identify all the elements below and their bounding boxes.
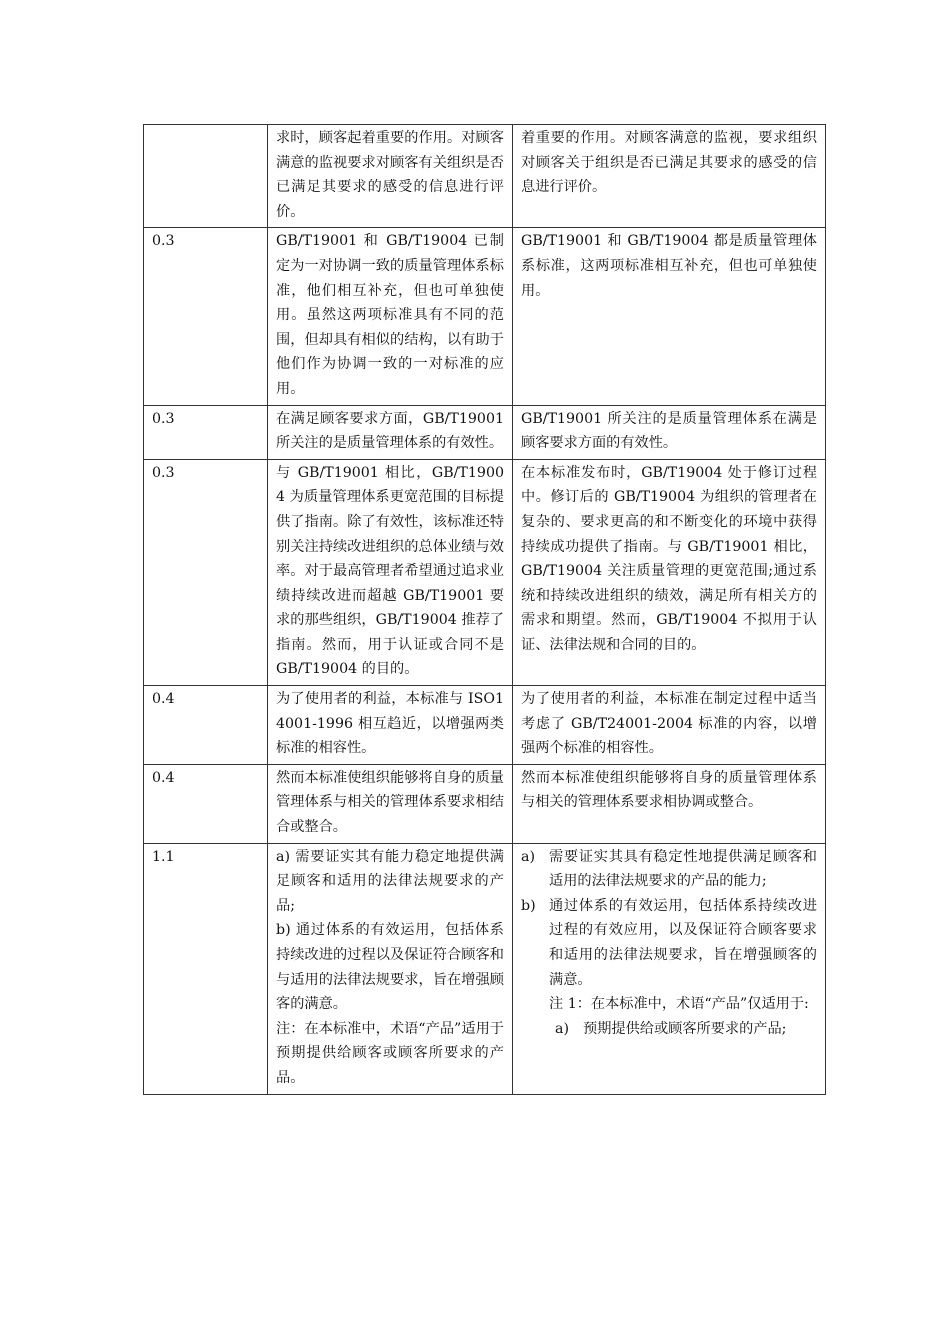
new-item-a xyxy=(521,845,817,894)
old-text: GB/T19001 和 GB/T19004 已制定为一对协调一致的质量管理体系标准，他们相互补充，但也可单独使用。虽然这两项标准具有不同的范围，但却具有相似的结构，以有助于他们作为协调一致的一对标准的应用。 xyxy=(268,228,513,405)
section-number: 1.1 xyxy=(144,843,268,1094)
list-text: 需要证实其具有稳定性地提供满足顾客和适用的法律法规要求的产品的能力; xyxy=(549,848,817,890)
old-item-a: a) 需要证实其有能力稳定地提供满足顾客和适用的法律法规要求的产品; xyxy=(276,848,504,914)
new-text: 在本标准发布时，GB/T19004 处于修订过程中。修订后的 GB/T19004 为组织的管理者在复杂的、要求更高的和不断变化的环境中获得持续成功提供了指南。与 GB/T19001 相比，GB/T19004 关注质量管理的更宽范围;通过系统和持续改进组织的绩效，满足所有相关方的需求和期望。然而，GB/T19004 不拟用于认证、法律法规和合同的目的。 xyxy=(513,459,826,685)
new-note-item-a xyxy=(521,1017,817,1042)
section-number: 0.4 xyxy=(144,764,268,843)
table-row xyxy=(144,125,826,228)
table-row xyxy=(144,686,826,765)
old-note: 注：在本标准中，术语“产品”适用于预期提供给顾客或顾客所要求的产品。 xyxy=(276,1020,504,1086)
new-text: 着重要的作用。对顾客满意的监视，要求组织对顾客关于组织是否已满足其要求的感受的信息进行评价。 xyxy=(513,125,826,228)
list-text: 预期提供给或顾客所要求的产品; xyxy=(583,1020,787,1037)
section-number: 0.3 xyxy=(144,228,268,405)
old-text: 在满足顾客要求方面，GB/T19001 所关注的是质量管理体系的有效性。 xyxy=(268,405,513,459)
comparison-table xyxy=(143,124,826,1095)
new-text xyxy=(513,843,826,1094)
table-row xyxy=(144,843,826,1094)
section-number: 0.4 xyxy=(144,686,268,765)
old-text: 求时，顾客起着重要的作用。对顾客满意的监视要求对顾客有关组织是否已满足其要求的感受的信息进行评价。 xyxy=(268,125,513,228)
section-number xyxy=(144,125,268,228)
table-row xyxy=(144,764,826,843)
old-item-b: b) 通过体系的有效运用，包括体系持续改进的过程以及保证符合顾客和与适用的法律法规要求，旨在增强顾客的满意。 xyxy=(276,922,504,1013)
old-text: 与 GB/T19001 相比，GB/T19004 为质量管理体系更宽范围的目标提供了指南。除了有效性，该标准还特别关注持续改进组织的总体业绩与效率。对于最高管理者希望通过追求业绩持续改进而超越 GB/T19001 要求的那些组织，GB/T19004 推荐了指南。然而，用于认证或合同不是 GB/T19004 的目的。 xyxy=(268,459,513,685)
list-marker: a) xyxy=(555,1020,569,1037)
table-row xyxy=(144,228,826,405)
new-text: 然而本标准使组织能够将自身的质量管理体系与相关的管理体系要求相协调或整合。 xyxy=(513,764,826,843)
list-marker: a) xyxy=(521,848,535,865)
section-number: 0.3 xyxy=(144,459,268,685)
new-text: GB/T19001 和 GB/T19004 都是质量管理体系标准，这两项标准相互补充，但也可单独使用。 xyxy=(513,228,826,405)
list-text: 通过体系的有效运用，包括体系持续改进过程的有效应用，以及保证符合顾客要求和适用的法律法规要求，旨在增强顾客的满意。 xyxy=(549,897,817,988)
list-marker: b) xyxy=(521,897,536,914)
new-text: 为了使用者的利益，本标准在制定过程中适当考虑了 GB/T24001-2004 标准的内容，以增强两个标准的相容性。 xyxy=(513,686,826,765)
table-row xyxy=(144,459,826,685)
old-text: 为了使用者的利益，本标准与 ISO14001-1996 相互趋近，以增强两类标准的相容性。 xyxy=(268,686,513,765)
old-text xyxy=(268,843,513,1094)
new-item-b xyxy=(521,894,817,992)
old-text: 然而本标准使组织能够将自身的质量管理体系与相关的管理体系要求相结合或整合。 xyxy=(268,764,513,843)
new-text: GB/T19001 所关注的是质量管理体系在满是顾客要求方面的有效性。 xyxy=(513,405,826,459)
new-note: 注 1：在本标准中，术语“产品”仅适用于: xyxy=(549,996,809,1013)
section-number: 0.3 xyxy=(144,405,268,459)
table-row xyxy=(144,405,826,459)
